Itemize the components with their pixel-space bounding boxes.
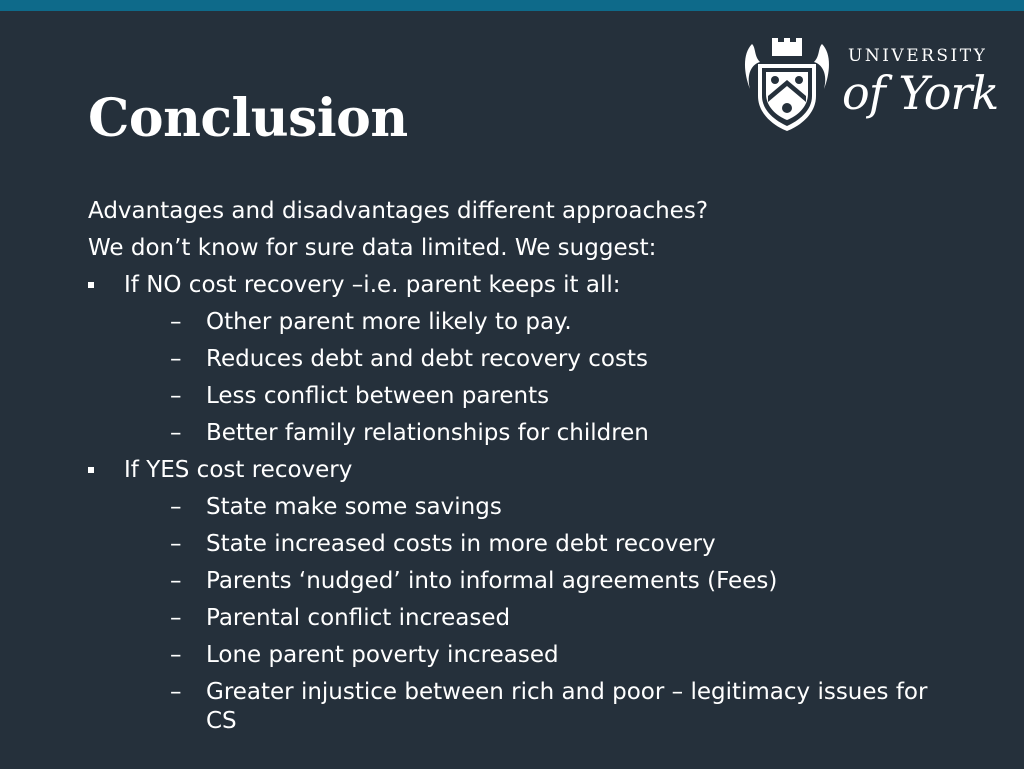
section-heading-yes-recovery (88, 452, 938, 489)
list-item-text: Reduces debt and debt recovery costs (206, 346, 648, 372)
list-item (88, 489, 938, 526)
list-item (88, 415, 938, 452)
dash-bullet-icon: – (170, 383, 182, 409)
list-item (88, 563, 938, 600)
list-item-text: Lone parent poverty increased (206, 642, 559, 668)
logo-word-york: of York (842, 66, 999, 120)
logo-word-university: UNIVERSITY (848, 46, 988, 66)
list-item (88, 304, 938, 341)
list-item-text: State increased costs in more debt recovery (206, 531, 716, 557)
dash-bullet-icon: – (170, 309, 182, 335)
dash-bullet-icon: – (170, 679, 182, 705)
list-item-text: Parents ‘nudged’ into informal agreements (Fees) (206, 568, 778, 594)
square-bullet-icon (88, 467, 94, 473)
list-item-text: Parental conflict increased (206, 605, 511, 631)
dash-bullet-icon: – (170, 568, 182, 594)
list-item (88, 378, 938, 415)
dash-bullet-icon: – (170, 420, 182, 446)
list-item-text: Other parent more likely to pay. (206, 309, 572, 335)
list-item-text: State make some savings (206, 494, 502, 520)
top-accent-bar (0, 0, 1024, 11)
york-crest-icon (742, 34, 832, 134)
slide-title: Conclusion (88, 88, 408, 149)
section-heading-text: If YES cost recovery (124, 457, 353, 483)
university-logo (742, 34, 999, 134)
list-item (88, 526, 938, 563)
dash-bullet-icon: – (170, 642, 182, 668)
section-heading-text: If NO cost recovery –i.e. parent keeps it all: (124, 272, 621, 298)
dash-bullet-icon: – (170, 494, 182, 520)
list-item (88, 637, 938, 674)
dash-bullet-icon: – (170, 346, 182, 372)
body-line: We don’t know for sure data limited. We suggest: (88, 235, 657, 261)
list-item-text: Less conflict between parents (206, 383, 550, 409)
body-line: Advantages and disadvantages different approaches? (88, 198, 709, 224)
square-bullet-icon (88, 282, 94, 288)
list-item-text: Greater injustice between rich and poor – legitimacy issues for CS (206, 679, 928, 734)
section-heading-no-recovery (88, 267, 938, 304)
list-item (88, 600, 938, 637)
list-item (88, 341, 938, 378)
list-item (88, 674, 936, 736)
list-item-text: Better family relationships for children (206, 420, 649, 446)
dash-bullet-icon: – (170, 605, 182, 631)
dash-bullet-icon: – (170, 531, 182, 557)
slide-body (88, 193, 938, 736)
